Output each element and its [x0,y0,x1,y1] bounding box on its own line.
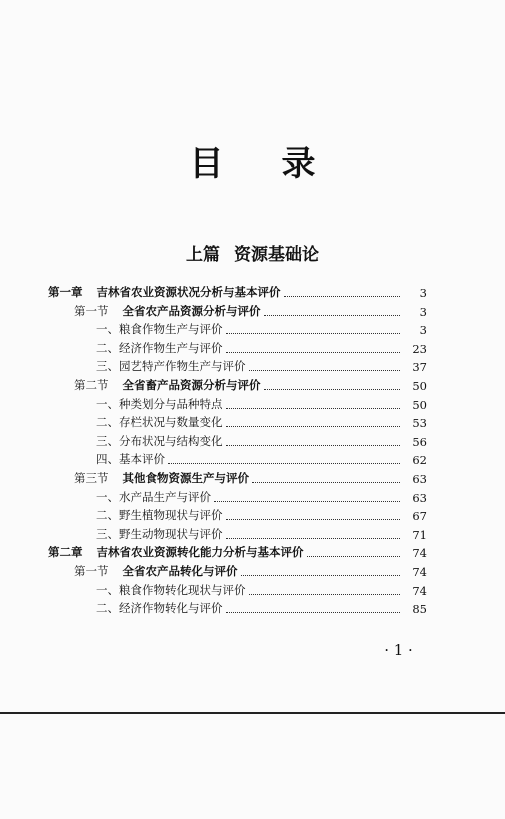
toc-entry-label [96,526,223,542]
toc-entry-number: 第一章 [48,285,83,299]
toc-entry-page: 23 [412,341,427,356]
toc-entry-number: 四、 [96,452,119,467]
toc-leader-dots [226,333,401,334]
toc-leader-dots [252,482,400,483]
toc-entry-number: 第一节 [74,303,109,318]
toc-entry-title: 基本评价 [119,452,165,467]
toc-entry-number: 第一节 [74,564,109,578]
toc-entry-title: 园艺特产作物生产与评价 [119,359,246,374]
toc-entry-label [96,433,223,449]
page-number: · 1 · [384,641,413,659]
toc-entry-number: 二、 [96,340,119,355]
part-heading [0,240,505,265]
toc-entry-page: 62 [412,453,427,468]
toc-entry-page: 63 [412,490,427,505]
toc-entry-label [48,544,304,560]
toc-entry-label [96,489,211,505]
toc-entry-number: 一、 [96,489,119,504]
toc-entry-section [0,563,505,579]
toc-entry-title: 吉林省农业资源转化能力分析与基本评价 [96,545,304,560]
toc-entry-title: 经济作物生产与评价 [119,340,223,355]
toc-entry-title: 全省畜产品资源分析与评价 [122,378,261,392]
toc-entry-item [0,433,505,449]
toc-entry-title: 种类划分与品种特点 [119,396,223,411]
toc-leader-dots [226,352,401,353]
toc-entry-item [0,321,505,337]
toc-entry-title: 野生植物现状与评价 [119,508,223,523]
toc-entry-title: 全省农产品转化与评价 [122,564,238,578]
toc-entry-section [0,377,505,393]
toc-entry-title: 水产品生产与评价 [119,489,211,504]
toc-entry-page: 50 [412,379,427,393]
toc-entry-label [74,377,261,393]
toc-entry-item [0,526,505,542]
toc-entry-item [0,340,505,356]
toc-leader-dots [226,426,401,427]
toc-leader-dots [214,501,400,502]
toc-leader-dots [226,538,401,539]
toc-entry-label [96,451,165,467]
toc-entry-title: 野生动物现状与评价 [119,526,223,541]
toc-entry-page: 85 [412,602,427,617]
toc-entry-page: 74 [412,583,427,598]
toc-entry-number: 三、 [96,359,119,374]
toc-entry-number: 二、 [96,415,119,430]
toc-leader-dots [168,463,400,464]
toc-entry-title: 吉林省农业资源状况分析与基本评价 [96,285,281,299]
toc-leader-dots [241,575,401,576]
toc-entry-page: 63 [412,472,427,486]
page-title [0,136,505,185]
title-char-2: 录 [281,144,316,184]
toc-leader-dots [249,370,401,371]
toc-entry-item [0,507,505,523]
toc-entry-page: 3 [419,286,427,300]
toc-entry-page: 74 [412,565,427,579]
toc-entry-item [0,451,505,467]
toc-entry-chapter [0,544,505,560]
toc-leader-dots [226,445,401,446]
toc-entry-label [74,470,249,486]
toc-entry-label [96,340,223,356]
toc-entry-page: 71 [412,527,427,542]
bottom-rule [0,712,505,714]
toc-leader-dots [307,556,401,557]
toc-entry-number: 二、 [96,508,119,523]
toc-entry-item [0,414,505,430]
title-char-1: 目 [189,144,224,184]
toc-leader-dots [249,594,401,595]
toc-entry-title: 其他食物资源生产与评价 [122,471,249,485]
toc-entry-label [74,303,261,319]
part-title: 资源基础论 [234,245,319,265]
toc-entry-page: 3 [419,304,427,319]
toc-entry-number: 一、 [96,396,119,411]
toc-entry-number: 一、 [96,322,119,337]
toc-entry-title: 分布状况与结构变化 [119,433,223,448]
toc-entry-number: 三、 [96,526,119,541]
toc-entry-number: 第三节 [74,471,109,485]
toc-entry-title: 全省农产品资源分析与评价 [122,303,261,318]
toc-entry-page: 74 [412,546,427,561]
toc-entry-label [48,284,281,300]
toc-entry-page: 37 [412,360,427,375]
toc-entry-number: 第二节 [74,378,109,392]
part-name: 上篇 [186,245,220,265]
toc-entry-label [96,600,223,616]
toc-leader-dots [264,389,401,390]
toc-entry-item [0,582,505,598]
toc-leader-dots [284,296,401,297]
toc-entry-page: 50 [412,397,427,412]
toc-entry-page: 67 [412,509,427,524]
toc-entry-label [96,414,223,430]
toc-entry-item [0,489,505,505]
toc-entry-label [96,358,246,374]
toc-leader-dots [226,519,401,520]
toc-entry-page: 53 [412,416,427,431]
toc-entry-number: 一、 [96,582,119,597]
toc-entry-title: 存栏状况与数量变化 [119,415,223,430]
toc-entry-label [96,507,223,523]
toc-leader-dots [226,612,401,613]
toc-entry-number: 三、 [96,433,119,448]
toc-entry-title: 经济作物转化与评价 [119,601,223,616]
toc-entry-label [74,563,238,579]
toc-entry-title: 粮食作物转化现状与评价 [119,582,246,597]
toc-entry-page: 56 [412,434,427,449]
toc-entry-number: 第二章 [48,545,83,560]
toc-leader-dots [264,315,401,316]
toc-entry-section [0,303,505,319]
toc-entry-title: 粮食作物生产与评价 [119,322,223,337]
toc-entry-item [0,358,505,374]
toc-entry-number: 二、 [96,601,119,616]
toc-entry-chapter [0,284,505,300]
toc-entry-item [0,600,505,616]
toc-leader-dots [226,408,401,409]
toc-entry-label [96,321,223,337]
toc-entry-label [96,582,246,598]
toc-entry-page: 3 [419,323,427,338]
toc-entry-label [96,396,223,412]
toc-entry-item [0,396,505,412]
toc-entry-section [0,470,505,486]
